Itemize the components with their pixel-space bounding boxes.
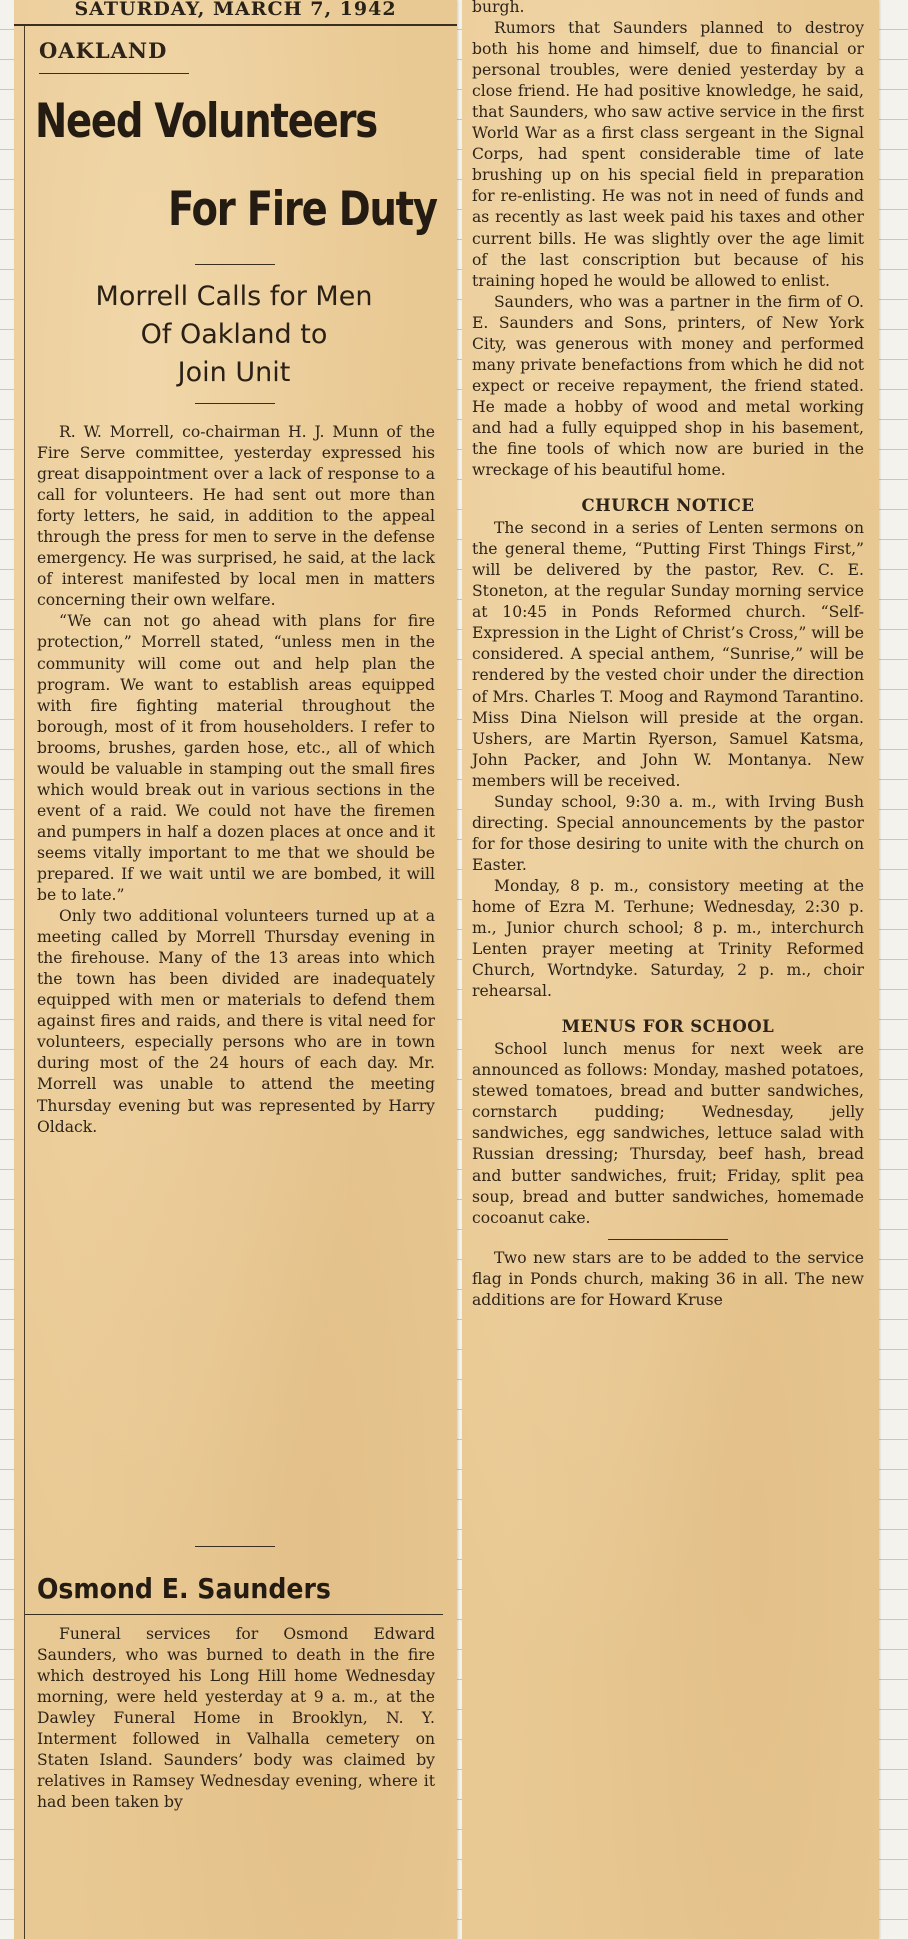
section-rule (39, 73, 189, 74)
headline-rule (195, 264, 275, 265)
obituary-rule (25, 1614, 443, 1615)
dateline: SATURDAY, MARCH 7, 1942 (14, 0, 457, 26)
headline-line-1: Need Volunteers (35, 94, 378, 149)
continuation-text: burgh. (472, 0, 525, 16)
obituary-cont-paragraph: Rumors that Saunders planned to destroy both his home and himself, due to financial or personal troubles, were denied yesterday by a close friend. He had positive knowledge, he said, that Saunders, who saw active service in the first World War as a first class sergeant in the Signal Corps, had spent considerable time of late brushing up on his special field in preparation for re-enlisting. He was not in need of funds and as recently as last week paid his taxes and other current bills. He was slightly over the age limit of the last conscription but because of his training hoped he would be allowed to enlist. (472, 19, 864, 290)
church-paragraph: Monday, 8 p. m., consistory meeting at the home of Ezra M. Terhune; Wednesday, 2:30 p. m., Junior church school; 8 p. m., interchurch Lenten prayer meeting at Trinity Reformed Church, Wortndyke. Saturday, 2 p. m., choir rehearsal. (472, 876, 864, 1001)
obituary-paragraph: Funeral services for Osmond Edward Saunders, who was burned to death in the fire which destroyed his Long Hill home Wednesday morning, were held yesterday at 9 a. m., at the Dawley Funeral Home in Brooklyn, N. Y. Interment followed in Valhalla cemetery on Staten Island. Saunders’ body was claimed by relatives in Ramsey Wednesday evening, where it had been taken by (37, 1625, 435, 1812)
clipping-left (14, 0, 457, 1939)
section-label: OAKLAND (39, 38, 168, 63)
church-paragraph: The second in a series of Lenten sermons on the general theme, “Putting First Things First,” will be delivered by the pastor, Rev. C. E. Stoneton, at the regular Sunday morning service at 10:45 in Ponds Reformed church. “Self-Expression in the Light of Christ’s Cross,” will be considered. A special anthem, “Sunrise,” will be rendered by the vested choir under the direction of Mrs. Charles T. Moog and Raymond Tarantino. Miss Dina Nielson will preside at the organ. Ushers, are Martin Ryerson, Samuel Katsma, John Packer, and John W. Montanya. New members will be received. (472, 519, 864, 790)
article-fire-duty (37, 422, 435, 1138)
church-notice-heading: CHURCH NOTICE (581, 496, 755, 516)
obituary-heading: Osmond E. Saunders (37, 1572, 331, 1605)
stars-paragraph: Two new stars are to be added to the service flag in Ponds church, making 36 in all. The new additions are for Howard Kruse (472, 1248, 864, 1309)
article-end-rule (195, 1546, 275, 1547)
headline-line-2: For Fire Duty (168, 182, 437, 237)
article-paragraph: Only two additional volunteers turned up at a meeting called by Morrell Thursday evening in the firehouse. Many of the 13 areas into which the town has been divided are inadequately equipped with men or materials to defend them against fires and raids, and there is vital need for volunteers, especially persons who are in town during most of the 24 hours of each day. Mr. Morrell was unable to attend the meeting Thursday evening but was represented by Harry Oldack. (37, 907, 435, 1136)
menus-paragraph: School lunch menus for next week are announced as follows: Monday, mashed potatoes, stewed tomatoes, bread and butter sandwiches, cornstarch pudding; Wednesday, jelly sandwiches, egg sandwiches, lettuce salad with Russian dressing; Thursday, beef hash, bread and butter sandwiches, fruit; Friday, split pea soup, bread and butter sandwiches, homemade cocoanut cake. (472, 1040, 864, 1227)
menus-heading: MENUS FOR SCHOOL (561, 1017, 775, 1037)
left-column (24, 26, 443, 1939)
obituary-article (37, 1624, 435, 1813)
menus-rule (608, 1239, 728, 1240)
clipping-right (462, 0, 879, 1939)
deck-rule (195, 403, 275, 404)
deck-line-2: Of Oakland to (140, 319, 328, 350)
article-paragraph: “We can not go ahead with plans for fire protection,” Morrell stated, “unless men in the community will come out and help plan the program. We want to establish areas equipped with fire fighting material throughout the borough, most of it from householders. I refer to brooms, brushes, garden hose, etc., all of which would be valuable in stamping out the small fires which would break out in various sections in the event of a raid. We could not have the firemen and pumpers in half a dozen places at once and it seems vitally important to me that we should be prepared. If we wait until we are bombed, it will be to late.” (37, 612, 435, 905)
church-paragraph: Sunday school, 9:30 a. m., with Irving Bush directing. Special announcements by the pastor for for those desiring to unite with the church on Easter. (472, 792, 864, 874)
deck-line-1: Morrell Calls for Men (95, 281, 373, 312)
obituary-cont-paragraph: Saunders, who was a partner in the firm of O. E. Saunders and Sons, printers, of New York City, was generous with money and performed many private benefactions from which he did not expect or receive repayment, the friend stated. He made a hobby of wood and metal working and had a fully equipped shop in his basement, the fine tools of which now are buried in the wreckage of his beautiful home. (472, 292, 864, 480)
deck-line-3: Join Unit (177, 357, 291, 388)
article-paragraph: R. W. Morrell, co-chairman H. J. Munn of the Fire Serve committee, yesterday expressed his great disappointment over a lack of response to a call for volunteers. He had sent out more than forty letters, he said, in addition to the appeal through the press for men to serve in the defense emergency. He was surprised, he said, at the lack of interest manifested by local men in matters concerning their own welfare. (37, 423, 435, 610)
right-column (472, 0, 864, 1311)
